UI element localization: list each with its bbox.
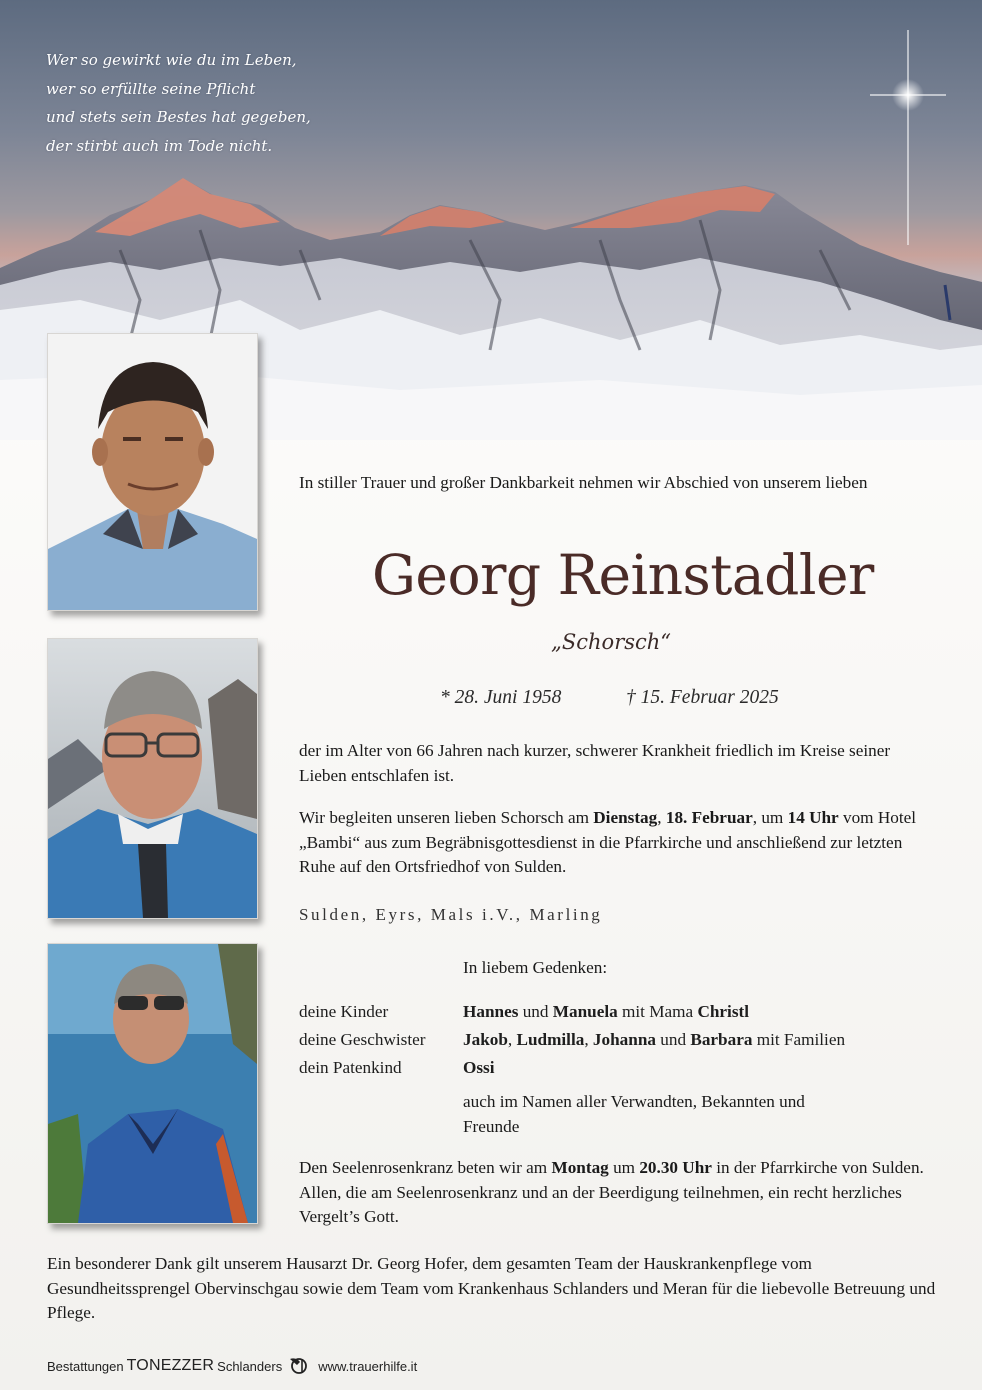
footer-prefix: Bestattungen — [47, 1358, 124, 1374]
portrait-photo-3 — [47, 943, 258, 1224]
portrait-photo-1 — [47, 333, 258, 611]
rosary-time: 20.30 Uhr — [639, 1158, 712, 1177]
text-run: mit Mama — [617, 1002, 698, 1021]
relative-name: Johanna — [592, 1030, 656, 1049]
text-run: vom Hotel „Bambi“ aus zum Begräbnisgottesdienst in die Pfarrkirche und anschließend zur letzten Ruhe auf den Ortsfriedhof von Sulden. — [299, 808, 917, 876]
text-run: in der Pfarrkirche von Sulden. Allen, die am Seelenrosenkranz und an der Beerdigung teilnehmen, ein recht herzliches Vergelt’s Gott. — [299, 1158, 924, 1226]
funeral-date: 18. Februar — [665, 808, 753, 827]
dove-logo-icon — [288, 1355, 310, 1378]
funeral-paragraph — [299, 806, 929, 880]
poem-line: und stets sein Bestes hat gegeben, — [46, 108, 311, 126]
deceased-nickname: „Schorsch“ — [551, 630, 672, 654]
intro-text: In stiller Trauer und großer Dankbarkeit nehmen wir Abschied von unserem lieben — [299, 473, 868, 492]
text-run: Wir begleiten unseren lieben Schorsch am — [299, 808, 594, 827]
thanks-paragraph: Ein besonderer Dank gilt unserem Hausarzt Dr. Georg Hofer, dem gesamten Team der Hauskrankenpflege vom Gesundheitssprengel Obervinschgau sowie dem Team vom Krankenhaus Schlanders und Meran für die liebevolle Betreuung und Pflege. — [47, 1254, 936, 1322]
text-run: und — [518, 1002, 553, 1021]
poem-line: Wer so gewirkt wie du im Leben, — [46, 51, 297, 69]
relative-name: Jakob — [463, 1030, 508, 1049]
relatives-names — [463, 1028, 845, 1053]
relative-name: Manuela — [552, 1002, 618, 1021]
relative-name: Christl — [697, 1002, 750, 1021]
poem — [46, 46, 366, 160]
passing-paragraph: der im Alter von 66 Jahren nach kurzer, schwerer Krankheit friedlich im Kreise seiner Lieben entschlafen ist. — [299, 741, 891, 785]
places-line: Sulden, Eyrs, Mals i.V., Marling — [299, 905, 603, 924]
footer-website[interactable]: www.trauerhilfe.it — [318, 1358, 418, 1374]
poem-line: der stirbt auch im Tode nicht. — [46, 136, 273, 155]
funeral-day: Dienstag — [593, 808, 658, 827]
relative-name: Barbara — [690, 1030, 753, 1049]
relatives-names — [463, 1000, 749, 1025]
text-run: um — [608, 1158, 640, 1177]
relation-label: dein Patenkind — [299, 1058, 402, 1077]
text-run: , um — [752, 808, 788, 827]
star-icon — [870, 30, 946, 245]
relative-name: Hannes — [463, 1002, 519, 1021]
text-run: Den Seelenrosenkranz beten wir am — [299, 1158, 552, 1177]
rosary-day: Montag — [551, 1158, 609, 1177]
text-run: und — [655, 1030, 691, 1049]
death-date: † 15. Februar 2025 — [626, 687, 779, 708]
portrait-photo-2 — [47, 638, 258, 919]
text-run: , — [657, 808, 666, 827]
poem-line: wer so erfüllte seine Pflicht — [46, 79, 256, 98]
relative-name: Ossi — [463, 1058, 495, 1077]
text-run: , — [507, 1030, 517, 1049]
text-run: mit Familien — [752, 1030, 846, 1049]
relation-label: deine Kinder — [299, 1002, 389, 1021]
birth-date: * 28. Juni 1958 — [440, 687, 562, 708]
text-run: , — [584, 1030, 593, 1049]
funeral-home-footer — [47, 1355, 417, 1377]
memory-heading: In liebem Gedenken: — [463, 958, 608, 977]
relation-label: deine Geschwister — [299, 1030, 426, 1049]
deceased-name: Georg Reinstadler — [372, 543, 874, 607]
relatives-names — [463, 1056, 495, 1081]
footer-suffix: Schlanders — [217, 1358, 283, 1374]
relative-name: Ludmilla — [516, 1030, 585, 1049]
rosary-paragraph — [299, 1156, 939, 1230]
funeral-time: 14 Uhr — [787, 808, 839, 827]
also-on-behalf: auch im Namen aller Verwandten, Bekannten und Freunde — [463, 1092, 805, 1136]
footer-brand: TONEZZER — [126, 1357, 215, 1374]
